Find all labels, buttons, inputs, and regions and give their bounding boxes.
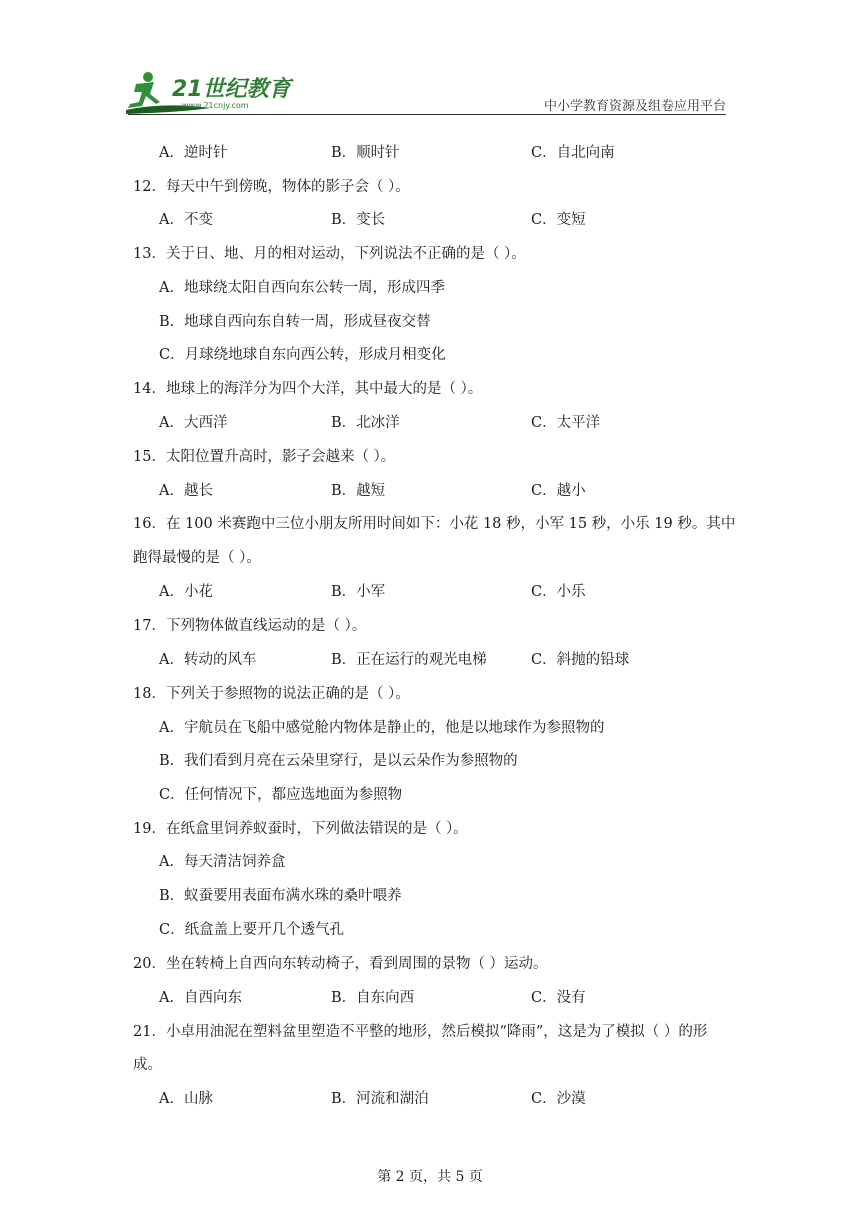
question-16: 16．在 100 米赛跑中三位小朋友所用时间如下：小花 18 秒，小军 15 秒，小乐 19 秒。其中 — [133, 516, 736, 532]
question-17: 17．下列物体做直线运动的是（ ）。 — [133, 618, 367, 634]
option-a: A．自西向东 — [159, 990, 242, 1006]
logo-text: 21世纪教育 — [172, 77, 291, 102]
question-20: 20．坐在转椅上自西向东转动椅子，看到周围的景物（ ）运动。 — [133, 956, 548, 972]
option-a: A．地球绕太阳自西向东公转一周，形成四季 — [159, 280, 445, 296]
page-header — [0, 0, 860, 118]
logo-url: www.21cnjy.com — [182, 101, 249, 110]
question-13: 13．关于日、地、月的相对运动，下列说法不正确的是（ ）。 — [133, 246, 526, 262]
question-21-continued: 成。 — [133, 1057, 162, 1073]
option-a: A．大西洋 — [159, 415, 228, 431]
option-a: A．不变 — [159, 212, 213, 228]
option-c: C．小乐 — [531, 584, 586, 600]
option-c: C．变短 — [531, 212, 586, 228]
option-a: A．小花 — [159, 584, 213, 600]
option-a: A．逆时针 — [159, 145, 228, 161]
option-a: A．越长 — [159, 483, 213, 499]
option-b: B．正在运行的观光电梯 — [331, 652, 487, 668]
option-c: C．太平洋 — [531, 415, 601, 431]
question-18: 18．下列关于参照物的说法正确的是（ ）。 — [133, 686, 410, 702]
option-c: C．没有 — [531, 990, 586, 1006]
option-c: C．纸盒盖上要开几个透气孔 — [159, 922, 345, 938]
option-b: B．自东向西 — [331, 990, 415, 1006]
page-footer: 第 2 页，共 5 页 — [377, 1169, 483, 1185]
question-16-continued: 跑得最慢的是（ ）。 — [133, 550, 261, 566]
option-c: C．任何情况下，都应选地面为参照物 — [159, 787, 403, 803]
question-12: 12．每天中午到傍晚，物体的影子会（ ）。 — [133, 179, 410, 195]
question-21: 21．小卓用油泥在塑料盆里塑造不平整的地形，然后模拟“降雨”，这是为了模拟（ ）的形 — [133, 1024, 708, 1040]
option-a: A．宇航员在飞船中感觉舱内物体是静止的，他是以地球作为参照物的 — [159, 720, 605, 736]
option-c: C．自北向南 — [531, 145, 615, 161]
option-b: B．越短 — [331, 483, 386, 499]
option-b: B．变长 — [331, 212, 386, 228]
option-c: C．斜抛的铅球 — [531, 652, 630, 668]
option-b: B．我们看到月亮在云朵里穿行，是以云朵作为参照物的 — [159, 753, 518, 769]
option-c: C．沙漠 — [531, 1091, 586, 1107]
option-a: A．每天清洁饲养盒 — [159, 854, 286, 870]
option-b: B．蚁蚕要用表面布满水珠的桑叶喂养 — [159, 888, 402, 904]
21cnjy-logo — [124, 66, 294, 116]
option-a: A．山脉 — [159, 1091, 213, 1107]
option-c: C．月球绕地球自东向西公转，形成月相变化 — [159, 347, 446, 363]
option-b: B．小军 — [331, 584, 386, 600]
question-19: 19．在纸盒里饲养蚁蚕时，下列做法错误的是（ ）。 — [133, 821, 468, 837]
header-divider — [128, 114, 726, 115]
platform-name: 中小学教育资源及组卷应用平台 — [543, 99, 726, 114]
option-a: A．转动的风车 — [159, 652, 257, 668]
option-c: C．越小 — [531, 483, 586, 499]
option-b: B．河流和湖泊 — [331, 1091, 429, 1107]
question-14: 14．地球上的海洋分为四个大洋，其中最大的是（ ）。 — [133, 381, 483, 397]
question-15: 15．太阳位置升高时，影子会越来（ ）。 — [133, 449, 396, 465]
option-b: B．地球自西向东自转一周，形成昼夜交替 — [159, 314, 431, 330]
option-b: B．顺时针 — [331, 145, 400, 161]
option-b: B．北冰洋 — [331, 415, 400, 431]
